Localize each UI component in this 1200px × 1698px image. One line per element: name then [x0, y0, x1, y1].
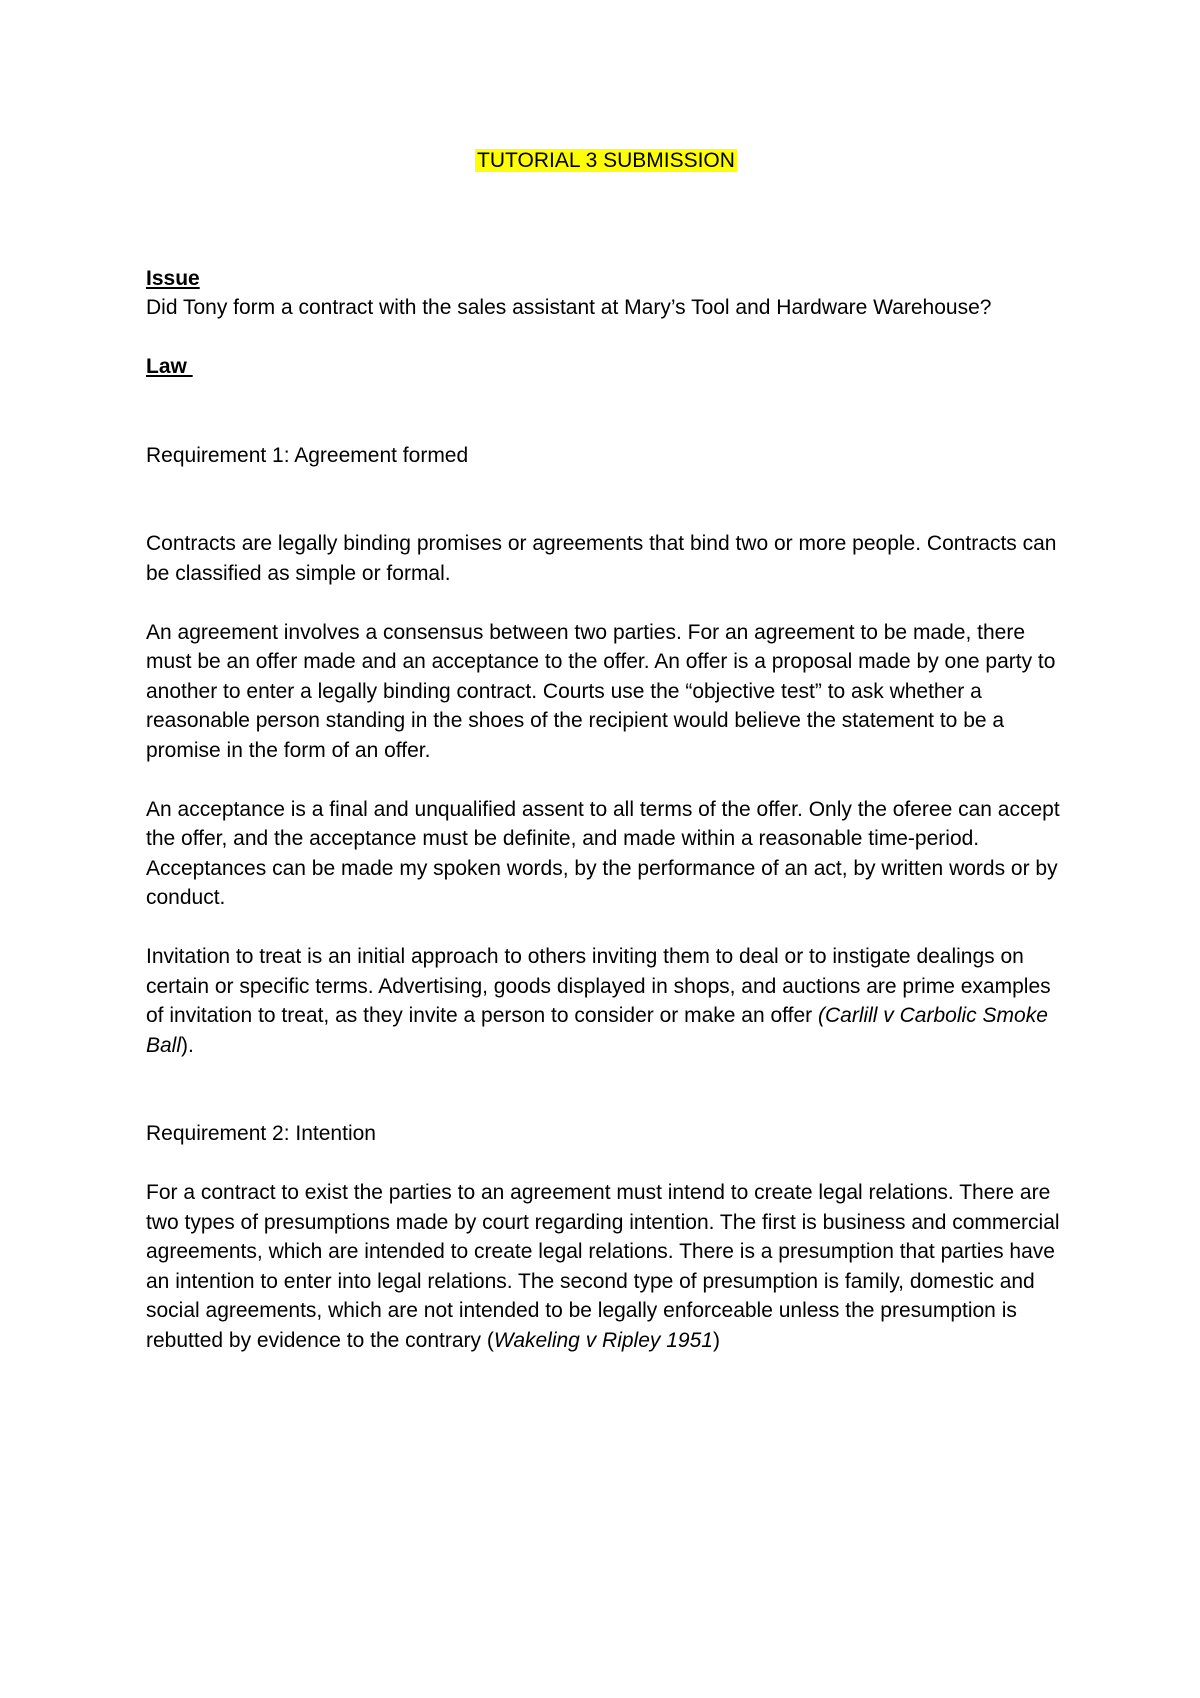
requirement-1-heading: Requirement 1: Agreement formed — [146, 443, 469, 467]
law-heading — [146, 352, 1066, 382]
case-citation-wakeling: Wakeling v Ripley 1951 — [493, 1328, 713, 1352]
case-citation-carlill: (Carlill v Carbolic Smoke Ball — [146, 1004, 1048, 1057]
requirement-1-paragraph-3: An acceptance is a final and unqualified assent to all terms of the offer. Only the oferee can accept the offer, and the acceptance must be definite, and made within a reasonable time-period. Acceptances can be made my spoken words, by the performance of an act, by written words or by conduct. — [146, 797, 1060, 909]
issue-heading: Issue — [146, 266, 200, 290]
requirement-1-paragraph-4 — [146, 942, 1066, 1060]
title-line — [146, 146, 1066, 176]
issue-question: Did Tony form a contract with the sales assistant at Mary’s Tool and Hardware Warehouse? — [146, 296, 992, 319]
citation-close-2: ) — [712, 1328, 720, 1352]
intention-text: For a contract to exist the parties to an agreement must intend to create legal relations. There are two types of presumptions made by court regarding intention. The first is business and commercial agreements, which are intended to create legal relations. There is a presumption that parties have an intention to enter into legal relations. The second type of presumption is family, domestic and social agreements, which are not intended to be legally enforceable unless the presumption is rebutted by evidence to the contrary ( — [146, 1181, 1060, 1352]
requirement-2-paragraph-1 — [146, 1178, 1066, 1355]
invitation-text: Invitation to treat is an initial approach to others inviting them to deal or to instigate dealings on certain or specific terms. Advertising, goods displayed in shops, and auctions are prime examples of invitation to treat, as they invite a person to consider or make an offer — [146, 945, 1051, 1027]
requirement-1-paragraph-2: An agreement involves a consensus between two parties. For an agreement to be made, there must be an offer made and an acceptance to the offer. An offer is a proposal made by one party to another to enter a legally binding contract. Courts use the “objective test” to ask whether a reasonable person standing in the shoes of the recipient would believe the statement to be a promise in the form of an offer. — [146, 620, 1056, 762]
law-heading-text: Law — [146, 355, 193, 378]
requirement-1-paragraph-1: Contracts are legally binding promises or agreements that bind two or more people. Contracts can be classified as simple or formal. — [146, 532, 1057, 585]
citation-close: ). — [181, 1033, 194, 1057]
document-title: TUTORIAL 3 SUBMISSION — [477, 149, 735, 172]
requirement-2-heading: Requirement 2: Intention — [146, 1122, 376, 1145]
document-body — [146, 146, 1066, 1355]
